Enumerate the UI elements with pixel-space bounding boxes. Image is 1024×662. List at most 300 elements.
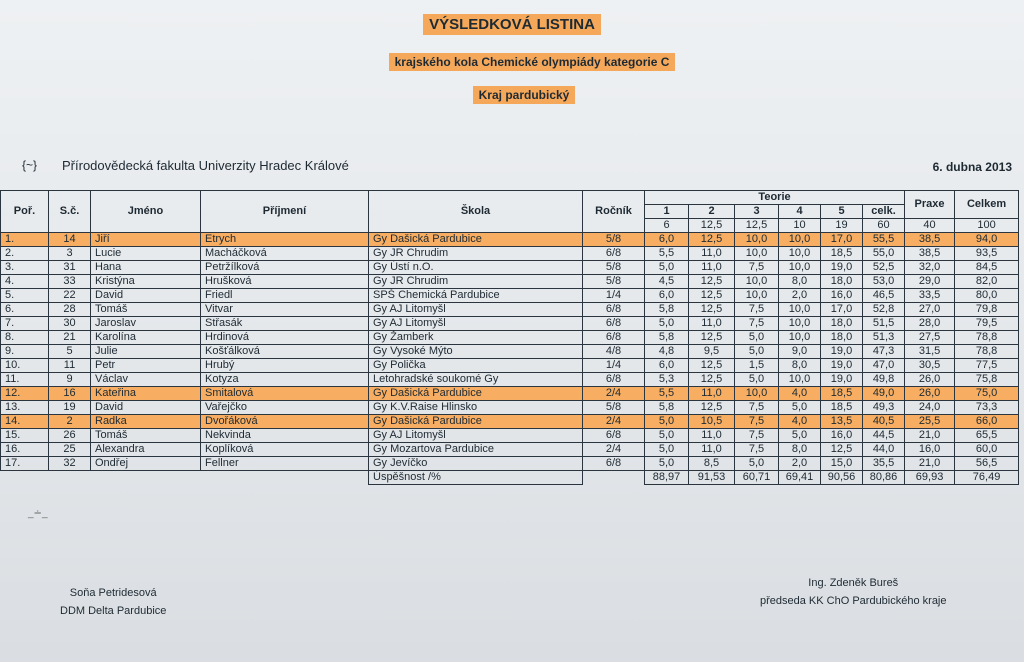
cell-t4: 5,0 (779, 401, 821, 415)
cell-first: Václav (91, 373, 201, 387)
cell-total: 79,5 (955, 317, 1019, 331)
cell-rank: 12. (1, 387, 49, 401)
max-points: 100 (955, 219, 1019, 233)
cell-tc: 51,5 (863, 317, 905, 331)
cell-rank: 10. (1, 359, 49, 373)
cell-school: Letohradské soukomé Gy (369, 373, 583, 387)
cell-t3: 5,0 (735, 345, 779, 359)
cell-t4: 8,0 (779, 359, 821, 373)
cell-t3: 7,5 (735, 303, 779, 317)
cell-t3: 10,0 (735, 275, 779, 289)
cell-t3: 7,5 (735, 261, 779, 275)
cell-rank: 8. (1, 331, 49, 345)
cell-t1: 5,5 (645, 247, 689, 261)
success-value: 69,41 (779, 471, 821, 485)
cell-t4: 10,0 (779, 331, 821, 345)
cell-school: Gy JR Chrudim (369, 247, 583, 261)
cell-last: Smitalová (201, 387, 369, 401)
cell-t5: 19,0 (821, 261, 863, 275)
cell-sc: 11 (49, 359, 91, 373)
cell-first: Kateřina (91, 387, 201, 401)
cell-tc: 55,0 (863, 247, 905, 261)
cell-year: 6/8 (583, 331, 645, 345)
cell-rank: 16. (1, 443, 49, 457)
cell-sc: 21 (49, 331, 91, 345)
col-school: Škola (369, 191, 583, 233)
page-mark: _∸_ (28, 508, 48, 519)
col-last-name: Příjmení (201, 191, 369, 233)
cell-sc: 19 (49, 401, 91, 415)
cell-t5: 18,0 (821, 331, 863, 345)
doc-region: Kraj pardubický (0, 88, 1024, 102)
cell-t4: 4,0 (779, 387, 821, 401)
cell-praxe: 32,0 (905, 261, 955, 275)
cell-t4: 5,0 (779, 429, 821, 443)
cell-school: Gy AJ Litomyšl (369, 317, 583, 331)
cell-year: 5/8 (583, 275, 645, 289)
cell-year: 6/8 (583, 303, 645, 317)
table-row (1, 331, 1019, 345)
cell-t3: 7,5 (735, 317, 779, 331)
cell-t5: 19,0 (821, 373, 863, 387)
cell-t1: 5,8 (645, 331, 689, 345)
cell-t5: 18,5 (821, 401, 863, 415)
cell-praxe: 25,5 (905, 415, 955, 429)
cell-sc: 14 (49, 233, 91, 247)
cell-t2: 11,0 (689, 261, 735, 275)
cell-praxe: 30,5 (905, 359, 955, 373)
cell-praxe: 28,0 (905, 317, 955, 331)
table-row (1, 415, 1019, 429)
cell-t4: 2,0 (779, 457, 821, 471)
cell-t5: 17,0 (821, 303, 863, 317)
col-theory-3: 3 (735, 205, 779, 219)
col-theory-6: celk. (863, 205, 905, 219)
cell-praxe: 26,0 (905, 387, 955, 401)
col-theory-1: 1 (645, 205, 689, 219)
cell-rank: 2. (1, 247, 49, 261)
cell-rank: 11. (1, 373, 49, 387)
cell-t2: 12,5 (689, 359, 735, 373)
cell-school: Gy Ústí n.O. (369, 261, 583, 275)
cell-t4: 8,0 (779, 443, 821, 457)
cell-t2: 11,0 (689, 317, 735, 331)
cell-tc: 35,5 (863, 457, 905, 471)
cell-t2: 11,0 (689, 247, 735, 261)
cell-t3: 10,0 (735, 247, 779, 261)
cell-tc: 49,3 (863, 401, 905, 415)
cell-first: David (91, 289, 201, 303)
table-row (1, 317, 1019, 331)
cell-rank: 6. (1, 303, 49, 317)
cell-school: Gy Dašická Pardubice (369, 233, 583, 247)
cell-first: Radka (91, 415, 201, 429)
cell-t4: 10,0 (779, 261, 821, 275)
cell-last: Fellner (201, 457, 369, 471)
cell-t3: 10,0 (735, 387, 779, 401)
max-points: 12,5 (735, 219, 779, 233)
cell-year: 1/4 (583, 359, 645, 373)
cell-t2: 12,5 (689, 275, 735, 289)
cell-last: Vitvar (201, 303, 369, 317)
cell-t5: 19,0 (821, 359, 863, 373)
signer-right-role: předseda KK ChO Pardubického kraje (760, 595, 947, 607)
table-row (1, 457, 1019, 471)
cell-rank: 7. (1, 317, 49, 331)
cell-t1: 5,0 (645, 443, 689, 457)
success-value: 69,93 (905, 471, 955, 485)
cell-year: 5/8 (583, 233, 645, 247)
cell-t2: 12,5 (689, 289, 735, 303)
table-row (1, 387, 1019, 401)
max-points: 6 (645, 219, 689, 233)
cell-praxe: 21,0 (905, 429, 955, 443)
cell-year: 1/4 (583, 289, 645, 303)
cell-last: Kotyza (201, 373, 369, 387)
cell-tc: 53,0 (863, 275, 905, 289)
cell-school: Gy AJ Litomyšl (369, 429, 583, 443)
cell-t5: 12,5 (821, 443, 863, 457)
cell-rank: 9. (1, 345, 49, 359)
cell-total: 75,8 (955, 373, 1019, 387)
cell-t2: 12,5 (689, 401, 735, 415)
cell-praxe: 38,5 (905, 233, 955, 247)
table-row (1, 373, 1019, 387)
cell-t3: 1,5 (735, 359, 779, 373)
cell-first: David (91, 401, 201, 415)
cell-t2: 10,5 (689, 415, 735, 429)
cell-school: Gy Polička (369, 359, 583, 373)
success-value: 88,97 (645, 471, 689, 485)
success-value: 76,49 (955, 471, 1019, 485)
cell-t1: 5,0 (645, 317, 689, 331)
success-value: 90,56 (821, 471, 863, 485)
cell-total: 66,0 (955, 415, 1019, 429)
cell-school: Gy K.V.Raise Hlinsko (369, 401, 583, 415)
cell-t3: 7,5 (735, 415, 779, 429)
cell-year: 5/8 (583, 261, 645, 275)
success-value: 91,53 (689, 471, 735, 485)
cell-total: 78,8 (955, 345, 1019, 359)
cell-t4: 10,0 (779, 233, 821, 247)
cell-t1: 5,0 (645, 429, 689, 443)
cell-t1: 5,0 (645, 457, 689, 471)
cell-rank: 5. (1, 289, 49, 303)
cell-first: Karolína (91, 331, 201, 345)
max-points: 40 (905, 219, 955, 233)
cell-sc: 25 (49, 443, 91, 457)
table-row (1, 359, 1019, 373)
cell-praxe: 21,0 (905, 457, 955, 471)
cell-rank: 1. (1, 233, 49, 247)
cell-t2: 12,5 (689, 233, 735, 247)
cell-t2: 9,5 (689, 345, 735, 359)
cell-tc: 52,8 (863, 303, 905, 317)
cell-t5: 16,0 (821, 289, 863, 303)
cell-total: 56,5 (955, 457, 1019, 471)
cell-tc: 47,0 (863, 359, 905, 373)
cell-first: Lucie (91, 247, 201, 261)
max-points: 60 (863, 219, 905, 233)
cell-last: Friedl (201, 289, 369, 303)
table-row (1, 275, 1019, 289)
signature-right (760, 574, 947, 610)
col-year: Ročník (583, 191, 645, 233)
cell-year: 6/8 (583, 373, 645, 387)
cell-tc: 46,5 (863, 289, 905, 303)
cell-t3: 5,0 (735, 373, 779, 387)
cell-rank: 15. (1, 429, 49, 443)
cell-last: Koplíková (201, 443, 369, 457)
cell-t4: 10,0 (779, 317, 821, 331)
cell-first: Jaroslav (91, 317, 201, 331)
cell-t2: 12,5 (689, 303, 735, 317)
cell-year: 6/8 (583, 247, 645, 261)
cell-praxe: 26,0 (905, 373, 955, 387)
cell-t4: 8,0 (779, 275, 821, 289)
cell-t1: 6,0 (645, 359, 689, 373)
cell-t1: 4,5 (645, 275, 689, 289)
cell-total: 93,5 (955, 247, 1019, 261)
cell-last: Střasák (201, 317, 369, 331)
cell-tc: 51,3 (863, 331, 905, 345)
cell-t1: 5,3 (645, 373, 689, 387)
table-row (1, 401, 1019, 415)
col-sc: S.č. (49, 191, 91, 233)
cell-school: Gy Dašická Pardubice (369, 387, 583, 401)
cell-tc: 40,5 (863, 415, 905, 429)
cell-school: SPŠ Chemická Pardubice (369, 289, 583, 303)
cell-first: Tomáš (91, 429, 201, 443)
cell-school: Gy Žamberk (369, 331, 583, 345)
cell-school: Gy Jevíčko (369, 457, 583, 471)
col-theory-2: 2 (689, 205, 735, 219)
table-row (1, 429, 1019, 443)
cell-praxe: 33,5 (905, 289, 955, 303)
signer-right-name: Ing. Zdeněk Bureš (808, 577, 899, 589)
cell-last: Macháčková (201, 247, 369, 261)
col-practice: Praxe (905, 191, 955, 219)
cell-t5: 18,5 (821, 247, 863, 261)
signature-left (60, 584, 166, 620)
cell-first: Tomáš (91, 303, 201, 317)
success-label: Úspěšnost /% (369, 471, 583, 485)
cell-first: Hana (91, 261, 201, 275)
cell-t5: 18,5 (821, 387, 863, 401)
cell-t5: 18,0 (821, 275, 863, 289)
cell-t5: 19,0 (821, 345, 863, 359)
cell-year: 5/8 (583, 401, 645, 415)
table-row (1, 233, 1019, 247)
table-row (1, 443, 1019, 457)
cell-last: Etrych (201, 233, 369, 247)
cell-t3: 10,0 (735, 289, 779, 303)
cell-last: Vařejčko (201, 401, 369, 415)
table-row (1, 289, 1019, 303)
cell-total: 94,0 (955, 233, 1019, 247)
cell-tc: 44,0 (863, 443, 905, 457)
cell-year: 2/4 (583, 443, 645, 457)
cell-t5: 13,5 (821, 415, 863, 429)
cell-last: Hrubý (201, 359, 369, 373)
cell-sc: 9 (49, 373, 91, 387)
cell-sc: 26 (49, 429, 91, 443)
cell-t3: 5,0 (735, 457, 779, 471)
cell-sc: 31 (49, 261, 91, 275)
max-points: 12,5 (689, 219, 735, 233)
cell-sc: 2 (49, 415, 91, 429)
table-row (1, 247, 1019, 261)
cell-total: 79,8 (955, 303, 1019, 317)
cell-school: Gy Vysoké Mýto (369, 345, 583, 359)
signer-left-name: Soňa Petridesová (69, 587, 157, 599)
cell-t2: 11,0 (689, 429, 735, 443)
cell-sc: 22 (49, 289, 91, 303)
cell-t2: 11,0 (689, 443, 735, 457)
cell-rank: 14. (1, 415, 49, 429)
cell-tc: 47,3 (863, 345, 905, 359)
cell-last: Nekvinda (201, 429, 369, 443)
cell-t4: 2,0 (779, 289, 821, 303)
cell-total: 84,5 (955, 261, 1019, 275)
cell-t2: 12,5 (689, 373, 735, 387)
cell-first: Kristýna (91, 275, 201, 289)
cell-school: Gy Mozartova Pardubice (369, 443, 583, 457)
col-first-name: Jméno (91, 191, 201, 233)
cell-sc: 30 (49, 317, 91, 331)
doc-date: 6. dubna 2013 (932, 160, 1012, 174)
cell-t4: 10,0 (779, 303, 821, 317)
cell-school: Gy AJ Litomyšl (369, 303, 583, 317)
cell-last: Hrdinová (201, 331, 369, 345)
max-points: 19 (821, 219, 863, 233)
cell-last: Košťálková (201, 345, 369, 359)
cell-t1: 6,0 (645, 289, 689, 303)
cell-school: Gy JR Chrudim (369, 275, 583, 289)
cell-sc: 33 (49, 275, 91, 289)
cell-t1: 5,8 (645, 401, 689, 415)
cell-total: 78,8 (955, 331, 1019, 345)
cell-rank: 13. (1, 401, 49, 415)
table-row (1, 345, 1019, 359)
cell-praxe: 38,5 (905, 247, 955, 261)
cell-year: 2/4 (583, 415, 645, 429)
cell-praxe: 29,0 (905, 275, 955, 289)
cell-sc: 5 (49, 345, 91, 359)
cell-t4: 9,0 (779, 345, 821, 359)
cell-total: 75,0 (955, 387, 1019, 401)
cell-t3: 7,5 (735, 401, 779, 415)
cell-t3: 5,0 (735, 331, 779, 345)
cell-rank: 3. (1, 261, 49, 275)
cell-last: Dvořáková (201, 415, 369, 429)
cell-t5: 18,0 (821, 317, 863, 331)
doc-subtitle: krajského kola Chemické olympiády kategorie C (0, 55, 1024, 69)
cell-t3: 7,5 (735, 429, 779, 443)
table-row (1, 261, 1019, 275)
cell-t2: 12,5 (689, 331, 735, 345)
cell-sc: 28 (49, 303, 91, 317)
cell-t2: 8,5 (689, 457, 735, 471)
table-row (1, 303, 1019, 317)
success-value: 60,71 (735, 471, 779, 485)
cell-tc: 55,5 (863, 233, 905, 247)
cell-t1: 5,0 (645, 415, 689, 429)
success-value: 80,86 (863, 471, 905, 485)
cell-year: 6/8 (583, 429, 645, 443)
col-theory: Teorie (645, 191, 905, 205)
doc-title: VÝSLEDKOVÁ LISTINA (0, 16, 1024, 33)
cell-first: Julie (91, 345, 201, 359)
cell-first: Petr (91, 359, 201, 373)
cell-t3: 7,5 (735, 443, 779, 457)
cell-total: 60,0 (955, 443, 1019, 457)
cell-total: 80,0 (955, 289, 1019, 303)
cell-total: 77,5 (955, 359, 1019, 373)
col-theory-5: 5 (821, 205, 863, 219)
institution-name: Přírodovědecká fakulta Univerzity Hradec Králové (62, 158, 349, 173)
cell-sc: 3 (49, 247, 91, 261)
cell-first: Ondřej (91, 457, 201, 471)
cell-t3: 10,0 (735, 233, 779, 247)
cell-total: 82,0 (955, 275, 1019, 289)
cell-rank: 17. (1, 457, 49, 471)
cell-t5: 15,0 (821, 457, 863, 471)
cell-praxe: 24,0 (905, 401, 955, 415)
signer-left-org: DDM Delta Pardubice (60, 605, 167, 617)
cell-t4: 4,0 (779, 415, 821, 429)
cell-rank: 4. (1, 275, 49, 289)
cell-tc: 49,0 (863, 387, 905, 401)
cell-year: 6/8 (583, 457, 645, 471)
cell-year: 6/8 (583, 317, 645, 331)
cell-t1: 5,0 (645, 261, 689, 275)
cell-t4: 10,0 (779, 373, 821, 387)
cell-sc: 32 (49, 457, 91, 471)
max-points: 10 (779, 219, 821, 233)
cell-t1: 5,5 (645, 387, 689, 401)
cell-praxe: 27,0 (905, 303, 955, 317)
col-theory-4: 4 (779, 205, 821, 219)
col-total: Celkem (955, 191, 1019, 219)
cell-tc: 44,5 (863, 429, 905, 443)
results-table (0, 190, 1019, 485)
faculty-logo: {~} (22, 158, 38, 172)
col-rank: Poř. (1, 191, 49, 233)
cell-praxe: 16,0 (905, 443, 955, 457)
cell-t2: 11,0 (689, 387, 735, 401)
cell-year: 4/8 (583, 345, 645, 359)
cell-last: Petržílková (201, 261, 369, 275)
cell-praxe: 31,5 (905, 345, 955, 359)
cell-t5: 17,0 (821, 233, 863, 247)
cell-t1: 6,0 (645, 233, 689, 247)
cell-total: 65,5 (955, 429, 1019, 443)
cell-t4: 10,0 (779, 247, 821, 261)
cell-school: Gy Dašická Pardubice (369, 415, 583, 429)
cell-first: Jiří (91, 233, 201, 247)
cell-t1: 4,8 (645, 345, 689, 359)
cell-tc: 52,5 (863, 261, 905, 275)
cell-last: Hrušková (201, 275, 369, 289)
cell-tc: 49,8 (863, 373, 905, 387)
cell-year: 2/4 (583, 387, 645, 401)
cell-first: Alexandra (91, 443, 201, 457)
cell-sc: 16 (49, 387, 91, 401)
cell-praxe: 27,5 (905, 331, 955, 345)
cell-t5: 16,0 (821, 429, 863, 443)
cell-t1: 5,8 (645, 303, 689, 317)
